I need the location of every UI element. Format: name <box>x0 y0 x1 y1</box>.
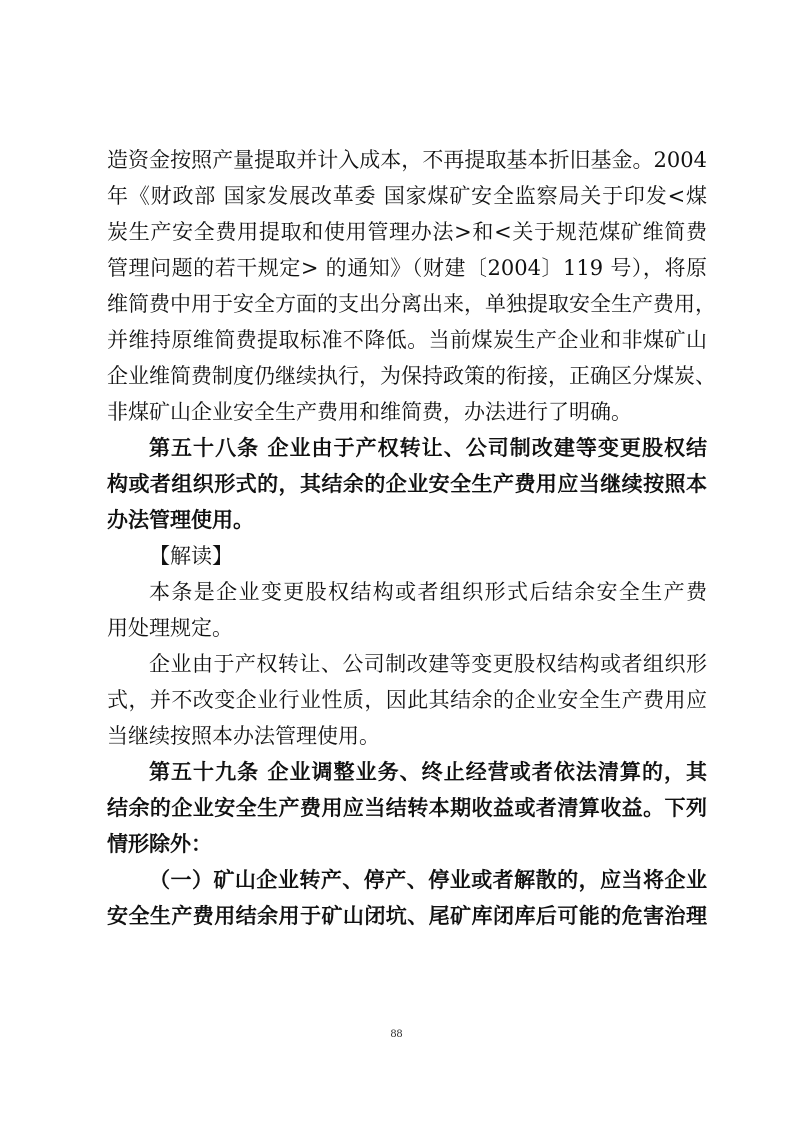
text-line: 企业维简费制度仍继续执行，为保持政策的衔接，正确区分煤炭、 <box>107 364 716 388</box>
text-line: 当继续按照本办法管理使用。 <box>107 724 380 748</box>
text-line: 炭生产安全费用提取和使用管理办法>和<关于规范煤矿维简费 <box>107 220 707 244</box>
text-line: 管理问题的若干规定> 的通知》（财建〔2004〕119 号），将原 <box>107 256 707 280</box>
text-line: 造资金按照产量提取并计入成本，不再提取基本折旧基金。2004 <box>107 148 707 172</box>
article-58-text: 构或者组织形式的，其结余的企业安全生产费用应当继续按照本 <box>107 471 707 496</box>
article-59-text: 结余的企业安全生产费用应当结转本期收益或者清算收益。下列 <box>107 795 707 820</box>
article-59-heading: 第五十九条 企业调整业务、终止经营或者依法清算的，其 <box>149 759 707 784</box>
text-line: 用处理规定。 <box>107 616 233 640</box>
text-line: 并维持原维简费提取标准不降低。当前煤炭生产企业和非煤矿山 <box>107 328 707 352</box>
article-58-heading: 第五十八条 企业由于产权转让、公司制改建等变更股权结 <box>149 435 707 460</box>
interpretation-heading: 【解读】 <box>149 544 233 568</box>
article-59-item-1: 安全生产费用结余用于矿山闭坑、尾矿库闭库后可能的危害治理 <box>107 903 707 928</box>
page-number: 88 <box>390 1026 403 1040</box>
text-line: 非煤矿山企业安全生产费用和维简费，办法进行了明确。 <box>107 400 632 424</box>
article-59-item-1: （一）矿山企业转产、停产、停业或者解散的，应当将企业 <box>149 867 707 892</box>
text-line: 本条是企业变更股权结构或者组织形式后结余安全生产费 <box>149 580 707 604</box>
text-line: 年《财政部 国家发展改革委 国家煤矿安全监察局关于印发<煤 <box>107 184 707 208</box>
text-line: 维简费中用于安全方面的支出分离出来，单独提取安全生产费用， <box>107 292 716 316</box>
article-59-text: 情形除外： <box>107 831 212 856</box>
text-line: 企业由于产权转让、公司制改建等变更股权结构或者组织形 <box>149 652 707 676</box>
article-58-text: 办法管理使用。 <box>107 507 254 532</box>
text-line: 式，并不改变企业行业性质，因此其结余的企业安全生产费用应 <box>107 688 707 712</box>
